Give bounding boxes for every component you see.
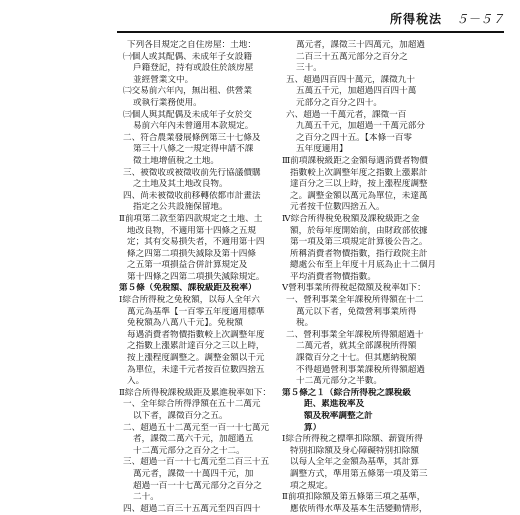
page-header [0, 6, 504, 30]
left-line: 指定之公共設施保留地。 [133, 202, 228, 213]
left-line: 二十。 [133, 492, 159, 503]
left-line: 徵土地增值稅之土地。 [133, 155, 219, 166]
left-line: 入。 [127, 376, 145, 387]
right-line: 元者按千位數四捨五入。 [290, 202, 385, 213]
left-line: Ⅱ綜合所得稅課稅級距及累進稅率如下： [119, 387, 271, 398]
right-line: 稅。 [296, 318, 314, 329]
left-line: ㈢個人與其配偶及未成年子女於交 [123, 109, 252, 120]
left-line: 以下者，課徵百分之五。 [133, 411, 228, 421]
page-number: ５－５７ [455, 11, 504, 26]
left-line: 四、超過二百三十五萬元至四百四十 [123, 503, 261, 514]
left-line: 萬元為基準【一百零五年度適用標準 [127, 306, 265, 317]
right-line: 二萬元者，就其全部課稅所得額 [296, 341, 417, 352]
left-line: 二、超過五十二萬元至一百一十七萬元 [123, 422, 270, 433]
header-rule [117, 31, 504, 33]
right-line: Ⅰ綜合所得稅之標準扣除額、薪資所得 [282, 434, 423, 445]
left-line: Ⅰ綜合所得稅之免稅額，以每人全年六 [119, 295, 260, 306]
left-line: 十二萬元部分之百分之十二。 [133, 445, 245, 456]
right-line: 五年度適用】 [296, 144, 348, 155]
left-line: 下列各目規定之自住房屋：土地： [127, 40, 256, 50]
left-line: 戶籍登記，持有或設住於該房屋 [133, 63, 254, 74]
left-line: ㈠個人或其配偶、未成年子女設籍 [123, 51, 252, 62]
right-line: Ⅴ營利事業所得稅起徵額及稅率如下： [282, 283, 426, 294]
left-line: 第十四條之四第二項損失減除規定。 [127, 271, 265, 282]
right-line: 元部分之百分之四十。 [296, 97, 382, 108]
left-line: 超過一百一十七萬元部分之百分之 [133, 480, 262, 491]
left-line: 免稅額為八萬八千元】。免稅額 [127, 318, 244, 329]
right-line: 不得超過營利事業課稅所得額超過 [296, 364, 425, 375]
left-line: 易前六年內未曾適用本款規定。 [133, 121, 254, 132]
right-line: 項之規定。 [290, 480, 333, 491]
right-line: 五、超過四百四十萬元，課徵九十 [286, 74, 415, 85]
right-line: 總處公布至上年度十月底為止十二個月 [290, 260, 437, 271]
left-line: 四、尚未被徵收前移轉依都市計畫法 [123, 190, 261, 201]
left-column [119, 40, 274, 515]
left-line: 二、符合農業發展條例第三十七條及 [123, 132, 261, 143]
right-line: 十二萬元部分之半數。 [296, 376, 382, 387]
left-line: 地改良物，不適用第十四條之五規 [127, 225, 256, 236]
right-line: Ⅲ前項課稅級距之金額每遇消費者物價 [282, 155, 428, 166]
right-line: 課徵百分之十七。但其應納稅額 [296, 353, 417, 364]
right-line: 額，於每年度開始前，由財政部依據 [290, 225, 428, 236]
right-line: Ⅱ前項扣除額及第五條第三項之基準， [282, 492, 426, 503]
left-line: 為單位，未達千元者按百位數四捨五 [127, 364, 265, 375]
right-line: 二百三十五萬元部分之百分之 [296, 51, 408, 62]
left-line: 萬元者，課徵一十萬四千元，加 [133, 468, 254, 479]
right-line: 所稱消費者物價指數，指行政院主計 [290, 248, 428, 259]
left-line: 者，課徵二萬六千元，加超過五 [133, 434, 254, 445]
right-line: 九萬五千元，加超過一千萬元部分 [296, 121, 425, 132]
right-line: 萬元者，課徵三十四萬元，加超過 [296, 40, 425, 50]
left-line: 之五第一項損益合併計算規定及 [127, 260, 248, 271]
right-line: 以每人全年之金額為基準，其計算 [290, 457, 419, 468]
left-line: 並經營業文中。 [133, 74, 194, 85]
left-line: 之指數上漲累計達百分之三以上時， [127, 341, 265, 352]
left-line: 三、被徵收或被徵收前先行協議價購 [123, 167, 261, 178]
left-line: 每遇消費者物價指數較上次調整年度 [127, 329, 265, 340]
left-line: 按上漲程度調整之。調整金額以千元 [127, 353, 265, 364]
left-line: 第５條（免稅額、課稅級距及稅率） [119, 283, 257, 294]
right-line: 二、營利事業全年課稅所得額超過十 [286, 329, 424, 340]
right-line: 特別扣除額及身心障礙特別扣除額 [290, 445, 419, 456]
right-line: 五萬五千元，加超過四百四十萬 [296, 86, 417, 97]
right-line: 之。調整金額以萬元為單位，未達萬 [290, 190, 428, 201]
right-line: 六、超過一千萬元者，課徵一百 [286, 109, 407, 120]
right-line: 算） [304, 422, 322, 433]
left-line: 定；其有交易損失者，不適用第十四 [127, 237, 265, 248]
right-line: 平均消費者物價指數。 [290, 271, 376, 282]
right-line: 一、營利事業全年課稅所得額在十二 [286, 295, 424, 306]
right-line: Ⅳ綜合所得稅免稅額及課稅級距之金 [282, 213, 420, 224]
right-line: 之百分之四十五。【本條一百零 [296, 132, 413, 143]
right-line: 指數較上次調整年度之指數上漲累計 [290, 167, 428, 178]
running-title: 所得稅法 [389, 11, 442, 26]
right-line: 距、累進稅率及 [304, 399, 365, 410]
right-line: 額及稅率調整之計 [304, 411, 373, 421]
right-line: 萬元以下者，免徵營利事業所得 [296, 306, 417, 317]
right-line: 第５條之１（綜合所得稅之課稅級 [282, 387, 411, 398]
left-line: 或執行業務使用。 [133, 97, 202, 108]
right-column [282, 40, 512, 515]
left-line: Ⅱ前項第二款至第四款規定之土地、土 [119, 213, 263, 224]
right-line: 三十。 [296, 63, 322, 74]
right-line: 應依所得水準及基本生活變動情形， [290, 503, 428, 514]
right-line: 調整方式，準用第五條第一項及第三 [290, 468, 428, 479]
left-line: 之土地及其土地改良物。 [133, 179, 228, 190]
left-line: 三、超過一百一十七萬元至二百三十五 [123, 457, 270, 468]
right-line: 第一項及第三項規定計算後公告之。 [290, 237, 428, 248]
left-line: 第三十八條之一規定得申請不課 [133, 144, 254, 155]
left-line: ㈡交易前六年內，無出租、供營業 [123, 86, 252, 97]
right-line: 達百分之三以上時，按上漲程度調整 [290, 179, 428, 190]
left-line: 條之四第二項損失減除及第十四條 [127, 248, 256, 259]
left-line: 一、全年綜合所得淨額在五十二萬元 [123, 399, 261, 410]
